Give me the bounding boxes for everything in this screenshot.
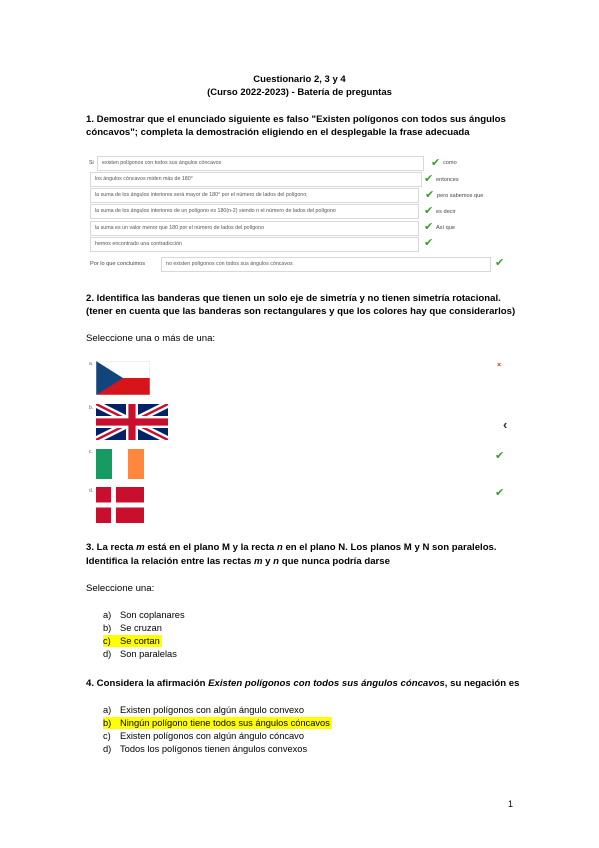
option-letter: b) xyxy=(103,623,112,633)
check-icon: ✔ xyxy=(495,450,505,462)
q1-select-4[interactable] xyxy=(90,204,419,219)
check-icon: ✔ xyxy=(424,237,434,249)
option-letter: b) xyxy=(103,718,112,728)
q1-select-3-value: la suma de los ángulos interiores será mayor de 180° por el número de lados del polígono; xyxy=(95,192,308,198)
ireland-flag-image xyxy=(96,449,144,479)
conclusion-label: Por lo que concluimos xyxy=(90,261,146,267)
check-icon: ✔ xyxy=(431,157,441,169)
option-letter: b. xyxy=(89,405,94,411)
option-letter: d) xyxy=(103,649,112,659)
q1-select-2[interactable] xyxy=(90,172,422,187)
option-text: Se cruzan xyxy=(120,623,162,633)
q1-select-6-value: hemos encontrado una contradicción xyxy=(95,241,182,247)
option-letter: d. xyxy=(89,488,94,494)
check-icon: ✔ xyxy=(424,221,434,233)
check-icon: ✔ xyxy=(495,257,505,269)
czech-flag[interactable] xyxy=(96,361,150,395)
q1-select-4-value: la suma de los ángulos interiores de un polígono es 180(n-2) siendo n el número de lados del polígono xyxy=(95,208,336,214)
option-text: Son paralelas xyxy=(120,649,177,659)
q1-connector-3: pero sabemos que xyxy=(437,193,484,199)
q4-option-b[interactable] xyxy=(103,717,332,729)
chevron-left-icon[interactable]: ‹ xyxy=(503,417,508,432)
si-label: Si xyxy=(89,160,94,166)
q3-text-part: en el plano N. Los planos M y N son paralelos. xyxy=(282,542,497,553)
q1-select-5[interactable] xyxy=(90,221,419,236)
q1-select-3[interactable] xyxy=(90,188,419,203)
question-3-line-1 xyxy=(86,541,546,554)
denmark-flag-image xyxy=(96,487,144,523)
q1-connector-4: es decir xyxy=(436,209,456,215)
page-number: 1 xyxy=(508,799,514,809)
q3-text-part: está en el plano M y la recta xyxy=(144,542,277,553)
document-title: Cuestionario 2, 3 y 4 xyxy=(253,74,346,85)
option-text: Existen polígonos con algún ángulo convexo xyxy=(120,705,305,715)
question-3-line-2 xyxy=(86,555,546,568)
question-2-line-1: 2. Identifica las banderas que tienen un solo eje de simetría y no tienen simetría rotacional. xyxy=(86,293,501,304)
option-letter: a) xyxy=(103,705,112,715)
czech-flag-image xyxy=(96,361,150,395)
incorrect-icon: × xyxy=(497,362,502,369)
document-subtitle: (Curso 2022-2023) - Batería de preguntas xyxy=(207,87,392,98)
q1-conclusion-value: no existen polígonos con todos sus ángulos cóncavos xyxy=(166,261,293,267)
option-letter: d) xyxy=(103,744,112,754)
q3-instruction: Seleccione una: xyxy=(86,583,155,594)
q3-option-c[interactable] xyxy=(103,635,162,647)
q3-text-part: y xyxy=(262,556,274,567)
option-text: Ningún polígono tiene todos sus ángulos cóncavos xyxy=(120,718,330,728)
check-icon: ✔ xyxy=(424,173,434,185)
q1-select-1[interactable] xyxy=(97,156,424,171)
uk-flag-image xyxy=(96,404,168,440)
question-4-text xyxy=(86,677,556,690)
option-letter: c. xyxy=(89,449,93,455)
q3-option-d[interactable] xyxy=(103,648,177,660)
check-icon: ✔ xyxy=(425,189,435,201)
q1-conclusion-select[interactable] xyxy=(161,257,491,272)
option-letter: a) xyxy=(103,610,112,620)
q1-select-6[interactable] xyxy=(90,237,419,252)
q3-var-n: n xyxy=(273,556,280,567)
q4-option-a[interactable] xyxy=(103,704,304,716)
option-text: Son coplanares xyxy=(120,610,185,620)
ireland-flag[interactable] xyxy=(96,449,144,479)
q4-text-part: , su negación es xyxy=(444,678,520,689)
option-text: Todos los polígonos tienen ángulos convexos xyxy=(120,744,308,754)
q4-option-d[interactable] xyxy=(103,743,307,755)
option-letter: c) xyxy=(103,636,111,646)
q1-connector-2: entonces xyxy=(436,177,459,183)
q1-select-5-value: la suma es un valor menor que 180 por el número de lados del polígono xyxy=(95,225,265,231)
q1-connector-1: como xyxy=(443,160,457,166)
option-text: Se cortan xyxy=(120,636,160,646)
q1-select-2-value: los ángulos cóncavos miden más de 180° xyxy=(95,176,193,182)
uk-flag[interactable] xyxy=(96,404,168,440)
option-letter: a. xyxy=(89,361,94,367)
q3-var-n: n xyxy=(276,542,283,553)
q4-text-part: 4. Considera la afirmación xyxy=(86,678,209,689)
q1-connector-5: Así que xyxy=(436,225,455,231)
q4-option-c[interactable] xyxy=(103,730,304,742)
q1-select-1-value: existen polígonos con todos sus ángulos cóncavos xyxy=(102,160,222,166)
check-icon: ✔ xyxy=(424,205,434,217)
q3-text-part: 3. La recta xyxy=(86,542,137,553)
denmark-flag[interactable] xyxy=(96,487,144,523)
q3-text-part: que nunca podría darse xyxy=(279,556,390,567)
q3-var-m: m xyxy=(136,542,145,553)
check-icon: ✔ xyxy=(495,487,505,499)
q2-instruction: Seleccione una o más de una: xyxy=(86,333,216,344)
q3-option-b[interactable] xyxy=(103,622,162,634)
question-1-text: 1. Demostrar que el enunciado siguiente es falso "Existen polígonos con todos sus ángulos cóncavos"; completa la demostración eligiendo en el desplegable la frase adecuada xyxy=(86,114,506,138)
q3-var-m: m xyxy=(253,556,263,567)
q3-option-a[interactable] xyxy=(103,609,185,621)
option-letter: c) xyxy=(103,731,111,741)
option-text: Existen polígonos con algún ángulo cóncavo xyxy=(120,731,305,741)
q3-text-part: Identifica la relación entre las rectas xyxy=(86,556,254,567)
q4-italic-statement: Existen polígonos con todos sus ángulos cóncavos xyxy=(208,678,445,689)
question-2-line-2: (tener en cuenta que las banderas son rectangulares y que los colores hay que considerarlos) xyxy=(86,306,516,317)
